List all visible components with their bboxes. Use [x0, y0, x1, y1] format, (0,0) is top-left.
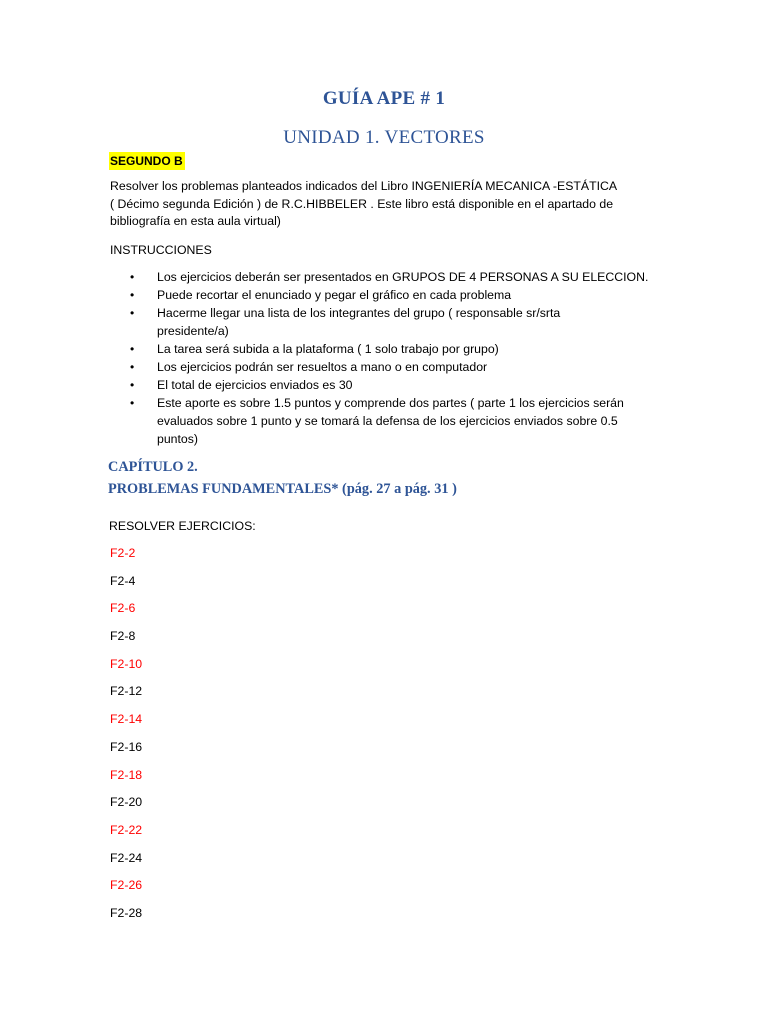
instruction-item	[110, 376, 670, 394]
instruction-line: Los ejercicios deberán ser presentados en GRUPOS DE 4 PERSONAS A SU ELECCION.	[157, 270, 649, 284]
bullet-icon: •	[130, 396, 135, 410]
instruction-line: Este aporte es sobre 1.5 puntos y comprende dos partes ( parte 1 los ejercicios serán	[157, 396, 624, 410]
exercise-item: F2-2	[110, 546, 136, 560]
chapter-title: CAPÍTULO 2.	[108, 459, 198, 475]
instructions-heading: INSTRUCCIONES	[110, 243, 212, 257]
exercise-item: F2-8	[110, 629, 136, 644]
exercise-list	[110, 545, 142, 933]
exercise-item: F2-26	[110, 878, 143, 893]
document-title: GUÍA APE # 1	[322, 88, 446, 109]
bullet-icon: •	[130, 360, 135, 374]
instruction-item	[110, 340, 670, 358]
intro-paragraph	[110, 178, 670, 231]
document-subtitle: UNIDAD 1. VECTORES	[283, 127, 485, 148]
instruction-item	[110, 358, 670, 376]
bullet-icon: •	[130, 378, 135, 392]
intro-line: bibliografía en esta aula virtual)	[110, 214, 281, 229]
exercises-heading: RESOLVER EJERCICIOS:	[109, 519, 256, 533]
instruction-line: Puede recortar el enunciado y pegar el gráfico en cada problema	[157, 288, 512, 302]
chapter-subtitle: PROBLEMAS FUNDAMENTALES* (pág. 27 a pág. 31 )	[108, 481, 457, 497]
instruction-line: Hacerme llegar una lista de los integrantes del grupo ( responsable sr/srta	[157, 306, 561, 320]
instruction-item	[110, 394, 670, 448]
instruction-item	[110, 268, 670, 286]
bullet-icon: •	[130, 288, 135, 302]
section-label-highlighted: SEGUNDO B	[110, 154, 183, 168]
exercise-item: F2-16	[110, 739, 143, 754]
exercise-item: F2-24	[110, 850, 143, 865]
exercise-item: F2-12	[110, 684, 143, 699]
exercise-item: F2-20	[110, 795, 143, 810]
instructions-list	[110, 268, 670, 448]
exercise-item: F2-22	[110, 822, 143, 837]
exercise-item: F2-6	[110, 601, 136, 616]
bullet-icon: •	[130, 270, 135, 284]
exercise-item: F2-10	[110, 656, 143, 671]
instruction-item	[110, 304, 670, 340]
instruction-line: puntos)	[157, 432, 199, 446]
bullet-icon: •	[130, 306, 135, 320]
instruction-line: La tarea será subida a la plataforma ( 1 solo trabajo por grupo)	[157, 342, 499, 356]
exercise-item: F2-4	[110, 573, 136, 588]
instruction-item	[110, 286, 670, 304]
bullet-icon: •	[130, 342, 135, 356]
intro-line: ( Décimo segunda Edición ) de R.C.HIBBELER . Este libro está disponible en el apartado de	[110, 196, 614, 211]
exercise-item: F2-18	[110, 767, 143, 782]
instruction-line: presidente/a)	[157, 324, 229, 338]
instruction-line: El total de ejercicios enviados es 30	[157, 378, 353, 392]
chapter-heading	[108, 456, 457, 500]
instruction-line: evaluados sobre 1 punto y se tomará la defensa de los ejercicios enviados sobre 0.5	[157, 414, 618, 428]
intro-line: Resolver los problemas planteados indicados del Libro INGENIERÍA MECANICA -ESTÁTICA	[110, 179, 618, 193]
exercise-item: F2-28	[110, 905, 143, 920]
instruction-line: Los ejercicios podrán ser resueltos a mano o en computador	[157, 360, 488, 374]
exercise-item: F2-14	[110, 712, 143, 727]
